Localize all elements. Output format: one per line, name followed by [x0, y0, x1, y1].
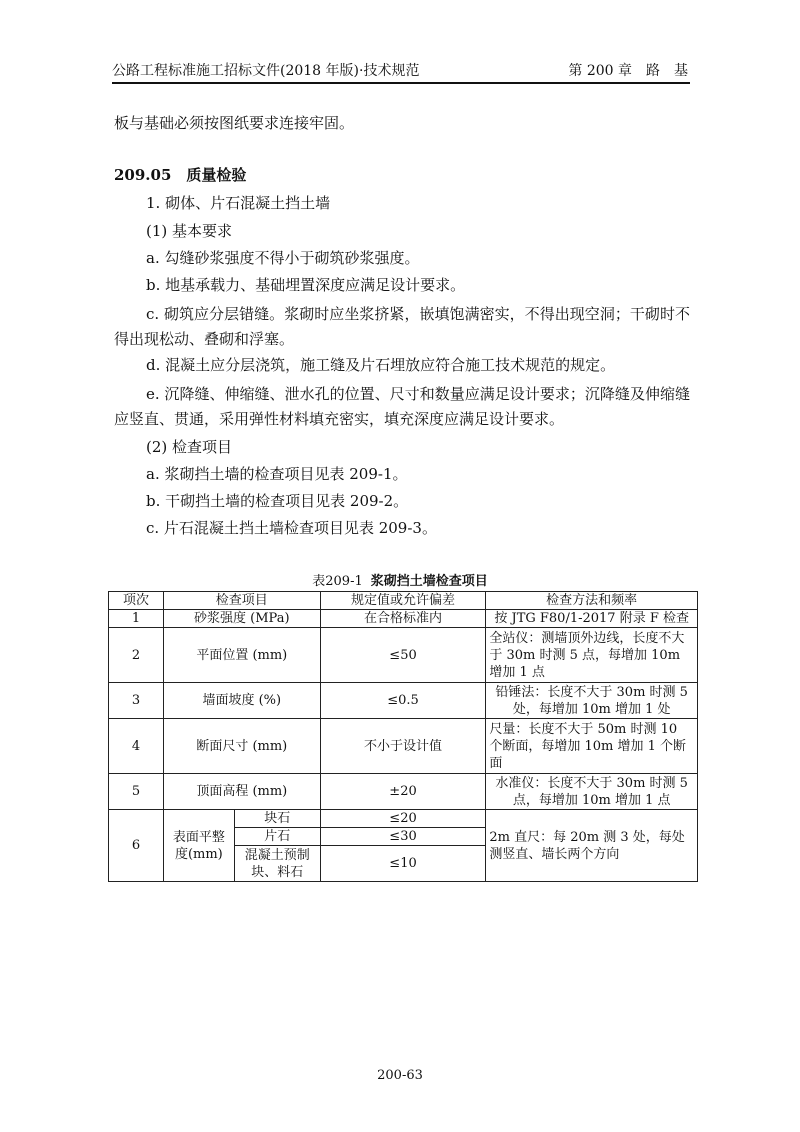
sub-item-value: ≤20	[320, 810, 486, 828]
header-rule	[112, 82, 690, 84]
row-method: 按 JTG F80/1-2017 附录 F 检查	[486, 610, 698, 628]
table-row	[109, 610, 698, 628]
row-no: 6	[109, 810, 164, 882]
row-item: 平面位置 (mm)	[163, 628, 320, 683]
row-method: 水准仪：长度不大于 30m 时测 5 点，每增加 10m 增加 1 点	[486, 774, 698, 810]
table-number: 表209-1	[312, 574, 363, 589]
table-header-row	[109, 592, 698, 610]
section-title: 209.05 质量检验	[114, 166, 247, 184]
row-item: 砂浆强度 (MPa)	[163, 610, 320, 628]
row-method: 铅锤法：长度不大于 30m 时测 5 处，每增加 10m 增加 1 处	[486, 683, 698, 719]
row-no: 3	[109, 683, 164, 719]
row-value: 不小于设计值	[320, 719, 486, 774]
header-item: 检查项目	[163, 592, 320, 610]
requirement-d: d. 混凝土应分层浇筑，施工缝及片石埋放应符合施工技术规范的规定。	[146, 356, 616, 374]
row-method: 全站仪：测墙顶外边线，长度不大于 30m 时测 5 点，每增加 10m 增加 1 点	[486, 628, 698, 683]
requirement-c: c. 砌筑应分层错缝。浆砌时应坐浆挤紧，嵌填饱满密实，不得出现空洞；干砌时不得出现松动、叠砌和浮塞。	[114, 305, 690, 348]
check-item-a: a. 浆砌挡土墙的检查项目见表 209-1。	[146, 465, 408, 483]
sub-item-value: ≤10	[320, 846, 486, 882]
header-document-title: 公路工程标准施工招标文件(2018 年版)·技术规范	[112, 63, 420, 79]
intro-line: 板与基础必须按图纸要求连接牢固。	[114, 114, 355, 132]
row-item: 断面尺寸 (mm)	[163, 719, 320, 774]
sub-item-name: 块石	[234, 810, 320, 828]
page-number: 200-63	[377, 1068, 423, 1083]
row-method: 2m 直尺：每 20m 测 3 处，每处测竖直、墙长两个方向	[486, 810, 698, 882]
table-row	[109, 683, 698, 719]
table-row	[109, 810, 698, 828]
requirement-b: b. 地基承载力、基础埋置深度应满足设计要求。	[146, 276, 466, 294]
sub-item-name: 片石	[234, 828, 320, 846]
row-item: 表面平整度(mm)	[163, 810, 234, 882]
requirement-a: a. 勾缝砂浆强度不得小于砌筑砂浆强度。	[146, 249, 420, 267]
row-value: 在合格标准内	[320, 610, 486, 628]
sub-item-name: 混凝土预制块、料石	[234, 846, 320, 882]
table-row	[109, 774, 698, 810]
page-header	[112, 58, 688, 82]
row-item: 顶面高程 (mm)	[163, 774, 320, 810]
row-no: 1	[109, 610, 164, 628]
row-no: 4	[109, 719, 164, 774]
check-item-b: b. 干砌挡土墙的检查项目见表 209-2。	[146, 492, 409, 510]
table-title: 浆砌挡土墙检查项目	[370, 574, 488, 589]
header-chapter: 第 200 章 路 基	[568, 63, 688, 79]
row-value: ≤50	[320, 628, 486, 683]
header-method: 检查方法和频率	[486, 592, 698, 610]
table-row	[109, 719, 698, 774]
basic-requirements-heading: (1) 基本要求	[146, 222, 233, 240]
row-value: ±20	[320, 774, 486, 810]
inspection-table	[108, 591, 698, 882]
row-value: ≤0.5	[320, 683, 486, 719]
table-row	[109, 628, 698, 683]
check-item-c: c. 片石混凝土挡土墙检查项目见表 209-3。	[146, 519, 437, 537]
table-caption	[0, 570, 800, 589]
requirement-e: e. 沉降缝、伸缩缝、泄水孔的位置、尺寸和数量应满足设计要求；沉降缝及伸缩缝应竖直、贯通，采用弹性材料填充密实，填充深度应满足设计要求。	[114, 385, 690, 428]
row-item: 墙面坡度 (%)	[163, 683, 320, 719]
row-no: 2	[109, 628, 164, 683]
header-value: 规定值或允许偏差	[320, 592, 486, 610]
item-heading: 1. 砌体、片石混凝土挡土墙	[146, 194, 331, 212]
sub-item-value: ≤30	[320, 828, 486, 846]
header-no: 项次	[109, 592, 164, 610]
row-no: 5	[109, 774, 164, 810]
check-items-heading: (2) 检查项目	[146, 438, 233, 456]
row-method: 尺量：长度不大于 50m 时测 10 个断面，每增加 10m 增加 1 个断面	[486, 719, 698, 774]
